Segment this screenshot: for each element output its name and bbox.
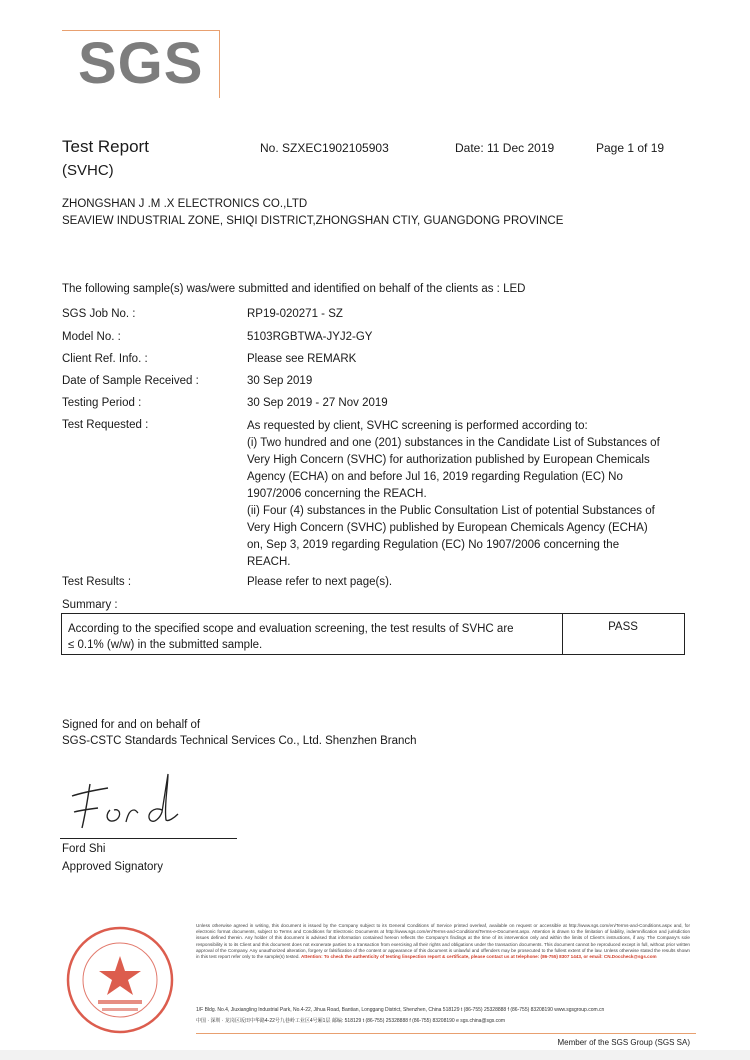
sgs-logo bbox=[62, 30, 220, 98]
report-date: Date: 11 Dec 2019 bbox=[455, 141, 555, 155]
signature-line bbox=[60, 838, 237, 839]
handwritten-signature bbox=[64, 766, 204, 836]
signing-company: SGS-CSTC Standards Technical Services Co., Ltd. Shenzhen Branch bbox=[62, 735, 417, 747]
summary-text bbox=[68, 621, 556, 653]
logo-frame-right bbox=[219, 30, 220, 98]
sgs-logo-text: SGS bbox=[78, 31, 204, 96]
date-received-label: Date of Sample Received : bbox=[62, 375, 199, 387]
sgs-cstc-stamp bbox=[64, 924, 176, 1036]
testing-period-value: 30 Sep 2019 - 27 Nov 2019 bbox=[247, 397, 388, 409]
authenticity-notice: Attention: To check the authenticity of testing /inspection report & certificate, please contact us at telephone: (86-755) 8307 1443, or email: CN.Doccheck@sgs.com bbox=[300, 954, 657, 960]
testing-period-label: Testing Period : bbox=[62, 397, 142, 409]
model-no-value: 5103RGBTWA-JYJ2-GY bbox=[247, 331, 373, 343]
test-requested-line: Very High Concern (SVHC) for authorization published by European Chemicals bbox=[247, 454, 650, 466]
date-received-value: 30 Sep 2019 bbox=[247, 375, 313, 387]
job-no-label: SGS Job No. : bbox=[62, 308, 136, 320]
sgs-member-note: Member of the SGS Group (SGS SA) bbox=[557, 1038, 690, 1047]
report-subtitle: (SVHC) bbox=[62, 162, 114, 179]
footer-address-en: 1/F Bldg. No.4, Jiuxiangling Industrial Park, No.4-22, Jihua Road, Bantian, Longgang District, Shenzhen, China 518129 t (86-755) 25328888 f (86-755) 83208190 www.sgsgroup.com.cn bbox=[196, 1007, 605, 1013]
test-requested-line: Agency (ECHA) on and before Jul 16, 2019 regarding Regulation (EC) No bbox=[247, 471, 623, 483]
client-address: SEAVIEW INDUSTRIAL ZONE, SHIQI DISTRICT,ZHONGSHAN CTIY, GUANGDONG PROVINCE bbox=[62, 215, 564, 227]
signed-for-text: Signed for and on behalf of bbox=[62, 719, 201, 731]
footer-rule bbox=[196, 1033, 696, 1034]
intro-text: The following sample(s) was/were submitted and identified on behalf of the clients as : LED bbox=[62, 283, 526, 295]
client-name: ZHONGSHAN J .M .X ELECTRONICS CO.,LTD bbox=[62, 198, 308, 210]
job-no-value: RP19-020271 - SZ bbox=[247, 308, 343, 320]
client-ref-label: Client Ref. Info. : bbox=[62, 353, 148, 365]
test-requested-line: REACH. bbox=[247, 556, 291, 568]
summary-text-line: According to the specified scope and evaluation screening, the test results of SVHC are bbox=[68, 623, 514, 635]
test-requested-label: Test Requested : bbox=[62, 419, 149, 431]
test-requested-line: (i) Two hundred and one (201) substances in the Candidate List of Substances of bbox=[247, 437, 660, 449]
test-requested-line: As requested by client, SVHC screening is performed according to: bbox=[247, 420, 588, 432]
test-requested-line: (ii) Four (4) substances in the Public Consultation List of potential Substances of bbox=[247, 505, 655, 517]
summary-label: Summary : bbox=[62, 599, 118, 611]
footer-address-cn: 中国 · 深圳 · 龙岗区坂田中华路4-22号九巷岭工业区4号厢1层 邮编: 518129 t (86-755) 25328888 f (86-755) 83208190 e sgs.china@sgs.com bbox=[196, 1018, 506, 1024]
signatory-name: Ford Shi bbox=[62, 843, 106, 855]
model-no-label: Model No. : bbox=[62, 331, 121, 343]
summary-table bbox=[61, 613, 685, 655]
test-requested-line: 1907/2006 concerning the REACH. bbox=[247, 488, 427, 500]
summary-divider bbox=[562, 614, 563, 654]
test-requested-line: Very High Concern (SVHC) published by European Chemicals Agency (ECHA) bbox=[247, 522, 648, 534]
test-results-value: Please refer to next page(s). bbox=[247, 576, 393, 588]
report-title: Test Report bbox=[62, 137, 149, 156]
client-ref-value: Please see REMARK bbox=[247, 353, 357, 365]
report-number: No. SZXEC1902105903 bbox=[260, 141, 389, 155]
summary-result: PASS bbox=[608, 621, 638, 633]
signatory-title: Approved Signatory bbox=[62, 861, 164, 873]
test-requested-line: on, Sep 3, 2019 regarding Regulation (EC) No 1907/2006 concerning the bbox=[247, 539, 620, 551]
disclaimer-text: Unless otherwise agreed in writing, this document is issued by the Company subject to its General Conditions of Service printed overleaf, available on request or accessible at http://www.sgs.com/en/Terms-and-Conditions.aspx and, for electronic format documents, subject to Terms and Conditions for Electronic Documents at http://www.sgs.com/en/Terms-and-Conditions/Terms-e-Document.aspx. Attention is drawn to the limitation of liability, indemnification and jurisdiction issues defined therein. Any holder of this document is advised that information contained hereon reflects the Company's findings at the time of its intervention only and within the limits of Client's instructions, if any. The Company's sole responsibility is to its Client and this document does not exonerate parties to a transaction from exercising all their rights and obligations under the transaction documents. This document cannot be reproduced except in full, without prior written approval of the Company. Any unauthorized alteration, forgery or falsification of the content or appearance of this document is unlawful and offenders may be prosecuted to the fullest extent of the law. Unless otherwise stated the results shown in this test report refer only to the sample(s) tested. bbox=[196, 923, 690, 960]
test-results-label: Test Results : bbox=[62, 576, 132, 588]
legal-disclaimer bbox=[196, 923, 690, 960]
bottom-band bbox=[0, 1050, 750, 1060]
page-indicator: Page 1 of 19 bbox=[596, 141, 665, 155]
summary-text-line: ≤ 0.1% (w/w) in the submitted sample. bbox=[68, 639, 263, 651]
